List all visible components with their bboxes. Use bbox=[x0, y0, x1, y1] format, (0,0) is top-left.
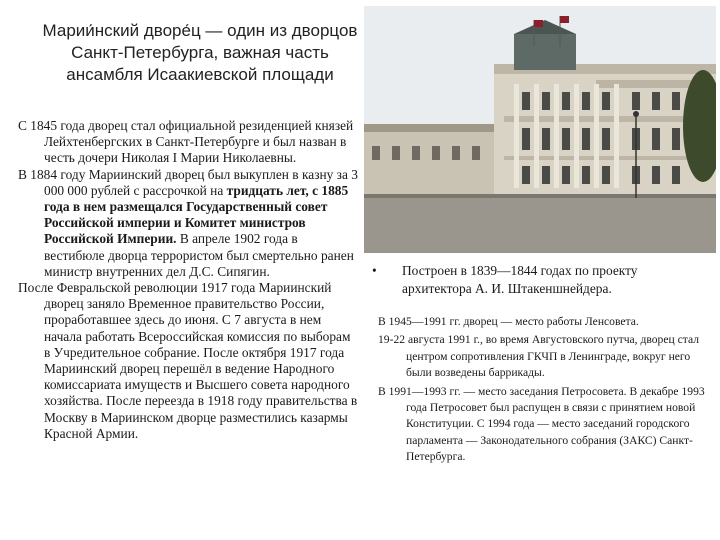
paragraph-text: После Февральской революции 1917 года Мариинский дворец заняло Временное правительство России, проработавшее здесь до июня. С 7 августа в нем начала работать Всероссийская комиссия по выборам в Учредительное собрание. После октября 1917 года Мариинский дворец перешёл в ведение Народного комиссариата имуществ и Высшего совета народного хозяйства. После переезда в 1918 году правительства в Москву в Мариинском дворце разместились казармы Красной Армии. bbox=[18, 280, 358, 441]
left-building bbox=[364, 131, 494, 196]
paragraph-text: С 1845 года дворец стал официальной резиденцией князей Лейхтенбергских в Санкт-Петербурге и был назван в честь дочери Николая I Марии Николаевны. bbox=[18, 118, 354, 166]
history-paragraph-1 bbox=[18, 118, 360, 167]
bullet-text: Построен в 1839—1844 годах по проекту архитектора А. И. Штакеншнейдера. bbox=[402, 263, 638, 296]
bullet-icon: • bbox=[372, 263, 377, 278]
palace-photo bbox=[364, 6, 716, 253]
paragraph-text-after: В апреле 1902 года в вестибюле дворца террористом был смертельно ранен министр внутренних дел Д.С. Сипягин. bbox=[44, 231, 354, 279]
flag bbox=[534, 20, 543, 27]
history-paragraph-3 bbox=[18, 280, 360, 442]
fact-paragraph: В 1991—1993 гг. — место заседания Петросовета. В декабре 1993 года Петросовет был распущен в связи с принятием новой Конституции. С 1994 года — место заседаний городского парламента — Законодательного собрания (ЗАКС) Санкт-Петербурга. bbox=[378, 384, 705, 464]
palace-roof bbox=[514, 34, 576, 70]
history-paragraph-2 bbox=[18, 167, 360, 280]
facts-text bbox=[370, 262, 710, 468]
slide-title: Марии́нский дворе́ц — один из дворцов Санкт-Петербурга, важная часть ансамбля Исаакиевской площади bbox=[42, 21, 358, 84]
street bbox=[364, 196, 716, 253]
flag bbox=[560, 16, 569, 23]
paragraph-text: В 1884 году Мариинский дворец был выкуплен в казну за 3 000 000 рублей с рассрочкой на bbox=[18, 166, 358, 198]
history-text bbox=[18, 118, 360, 442]
bullet-item bbox=[370, 262, 710, 298]
paragraph-bold-text: тридцать лет, с 1885 года в нем размещался Государственный совет Российской империи и Комитет министров Российской Империи. bbox=[44, 182, 349, 247]
fact-paragraph: 19-22 августа 1991 г., во время Августовского путча, дворец стал центром сопротивления ГКЧП в Ленинграде, вокруг него были возведены баррикады. bbox=[378, 333, 699, 380]
fact-paragraph: В 1945—1991 гг. дворец — место работы Ленсовета. bbox=[378, 315, 639, 328]
palace-illustration bbox=[364, 6, 716, 253]
